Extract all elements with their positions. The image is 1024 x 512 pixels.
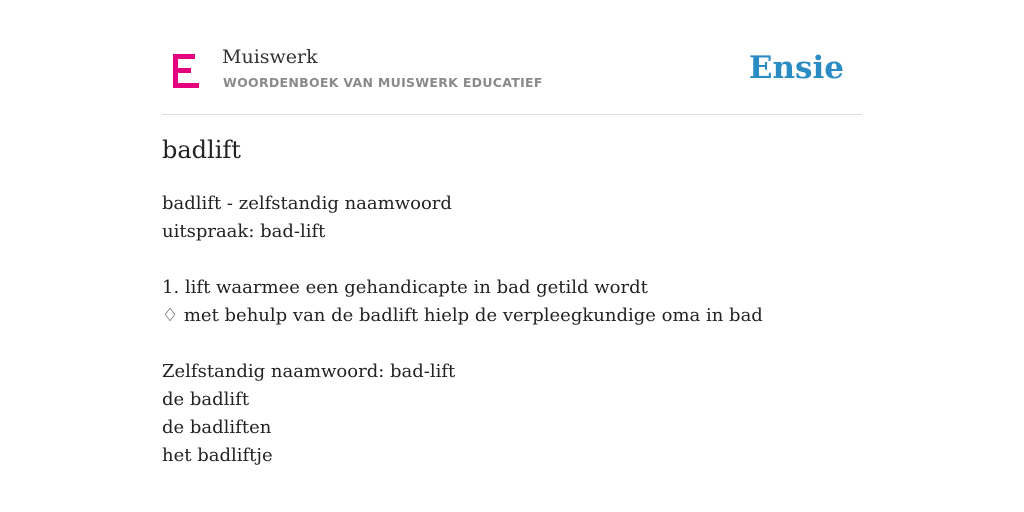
entry-line-singular: de badlift: [162, 389, 250, 410]
entry-body: [162, 190, 862, 470]
page-title: badlift: [162, 136, 241, 164]
entry-line-example: ♢ met behulp van de badlift hielp de verpleegkundige oma in bad: [162, 305, 763, 326]
entry-line-diminutive: het badliftje: [162, 445, 273, 466]
muiswerk-e-icon[interactable]: [173, 54, 201, 88]
entry-line-word-type: badlift - zelfstandig naamwoord: [162, 193, 452, 214]
entry-line-pronunciation: uitspraak: bad-lift: [162, 221, 326, 242]
brand-subtitle: WOORDENBOEK VAN MUISWERK EDUCATIEF: [223, 75, 543, 90]
entry-line-blank: [162, 246, 862, 274]
header: [162, 40, 862, 115]
entry-line-inflection-header: Zelfstandig naamwoord: bad-lift: [162, 361, 456, 382]
ensie-logo[interactable]: Ensie: [748, 50, 844, 86]
entry-line-plural: de badliften: [162, 417, 272, 438]
entry-line-blank: [162, 330, 862, 358]
brand-name[interactable]: Muiswerk: [222, 46, 318, 68]
entry-line-definition: 1. lift waarmee een gehandicapte in bad getild wordt: [162, 277, 648, 298]
